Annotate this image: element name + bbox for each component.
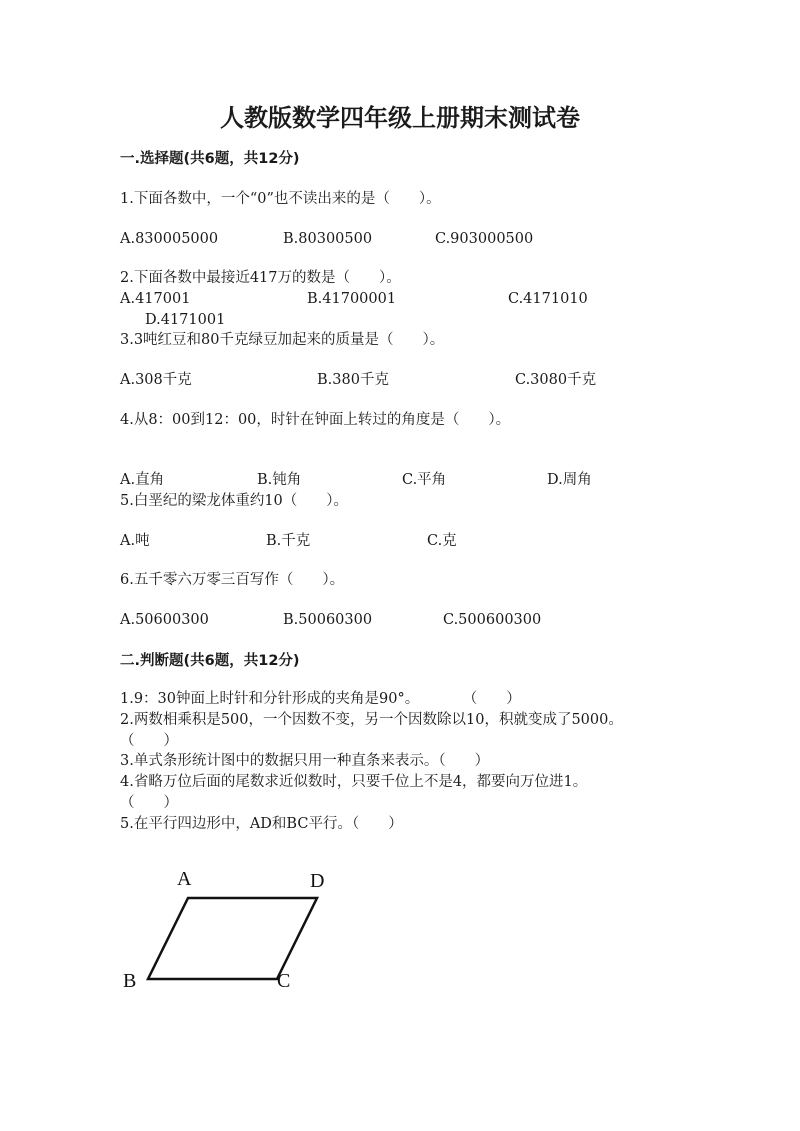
option-d: D.4171001 [145,312,226,328]
vertex-label-c: C [277,970,291,992]
section-heading: 二.判断题(共6题，共12分) [120,653,300,669]
option-b: B.千克 [266,533,311,549]
parallelogram-figure [110,860,350,1000]
vertex-label-a: A [177,868,192,890]
option-a: A.50600300 [120,612,209,628]
judgement-item: 5.在平行四边形中，AD和BC平行。（ ） [120,816,403,832]
option-b: B.钝角 [257,472,302,488]
option-b: B.380千克 [317,372,389,388]
judgement-item: 4.省略万位后面的尾数求近似数时，只要千位上不是4，都要向万位进1。 [120,774,588,790]
vertex-label-b: B [123,970,137,992]
answer-blank: （ ） [120,795,178,811]
judgement-item: 3.单式条形统计图中的数据只用一种直条来表示。（ ） [120,753,490,769]
option-a: A.直角 [120,472,165,488]
question-stem: 5.白垩纪的梁龙体重约10（ ）。 [120,493,349,509]
question-stem: 4.从8：00到12：00，时针在钟面上转过的角度是（ ）。 [120,412,511,428]
option-a: A.吨 [120,533,150,549]
option-c: C.4171010 [508,291,588,307]
option-d: D.周角 [547,472,592,488]
option-c: C.903000500 [435,231,534,247]
option-b: B.80300500 [283,231,373,247]
vertex-label-d: D [310,870,325,892]
judgement-item: 1.9：30钟面上时针和分针形成的夹角是90°。 （ ） [120,691,521,707]
question-stem: 6.五千零六万零三百写作（ ）。 [120,572,345,588]
option-c: C.平角 [402,472,447,488]
option-c: C.500600300 [443,612,542,628]
question-stem: 1.下面各数中，一个“0”也不读出来的是（ ）。 [120,191,441,207]
answer-blank: （ ） [120,733,178,749]
option-a: A.830005000 [120,231,219,247]
judgement-item: 2.两数相乘积是500，一个因数不变，另一个因数除以10，积就变成了5000。 [120,712,623,728]
question-stem: 2.下面各数中最接近417万的数是（ ）。 [120,270,401,286]
option-a: A.308千克 [120,372,192,388]
option-b: B.41700001 [307,291,397,307]
option-a: A.417001 [120,291,191,307]
option-b: B.50060300 [283,612,373,628]
page-title: 人教版数学四年级上册期末测试卷 [220,104,580,132]
option-c: C.克 [427,533,457,549]
parallelogram-shape [148,898,317,979]
question-stem: 3.3吨红豆和80千克绿豆加起来的质量是（ ）。 [120,332,445,348]
section-heading: 一.选择题(共6题，共12分) [120,151,300,167]
option-c: C.3080千克 [515,372,597,388]
